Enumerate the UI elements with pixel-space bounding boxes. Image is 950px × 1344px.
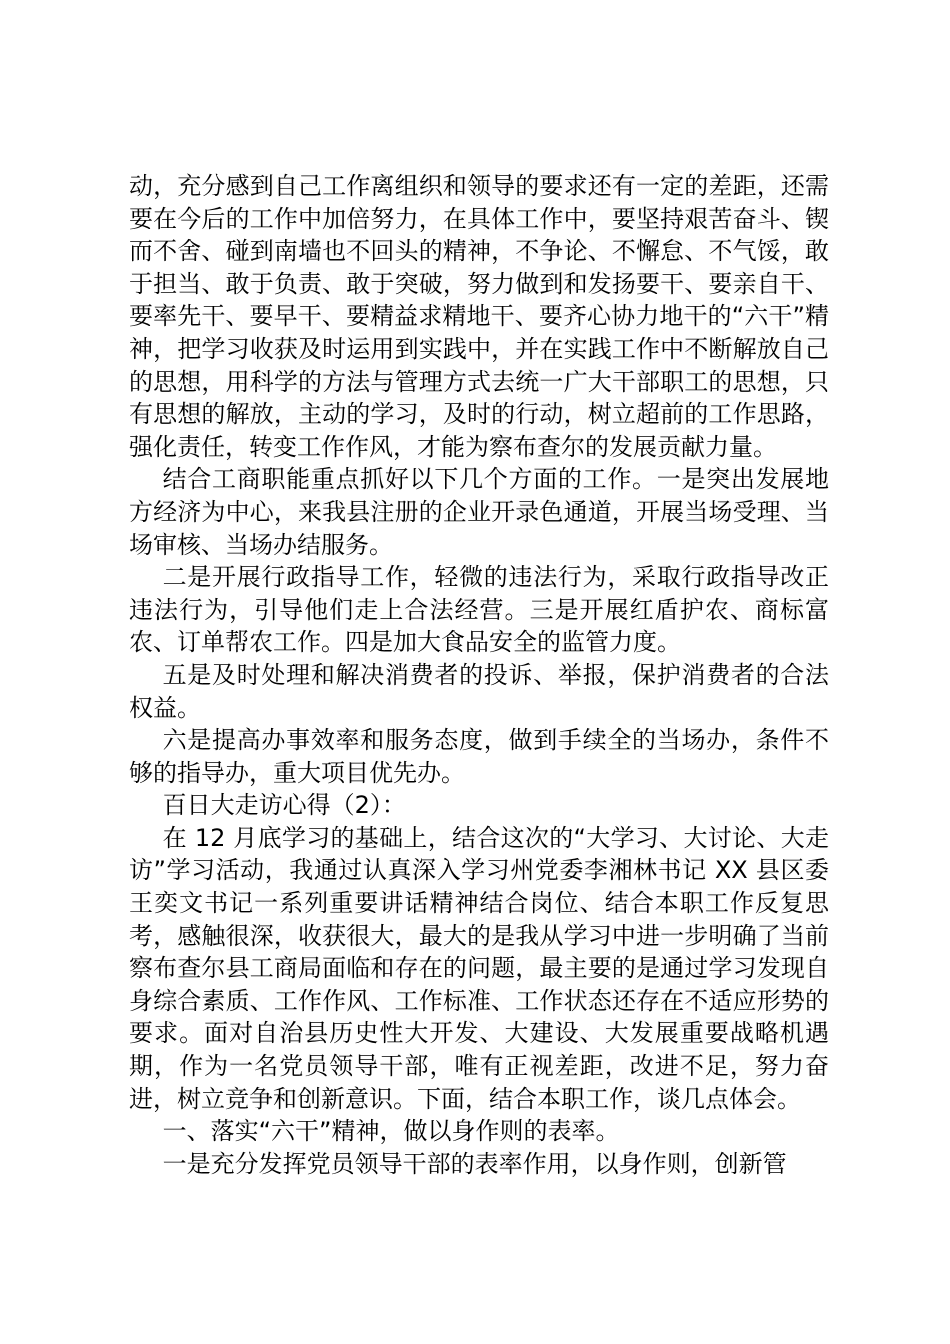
section-title-visit-notes: 百日大走访心得（2）： — [162, 791, 406, 820]
paragraph-2: 结合工商职能重点抓好以下几个方面的工作。一是突出发展地方经济为中心，来我县注册的企业开录色通道，开展当场受理、当场审核、当场办结服务。 — [129, 465, 829, 559]
paragraph-4: 五是及时处理和解决消费者的投诉、举报，保护消费者的合法权益。 — [129, 660, 829, 722]
paragraph-7: 在 12 月底学习的基础上，结合这次的“大学习、大讨论、大走访”学习活动，我通过认真深入学习州党委李湘林书记 XX 县区委王奕文书记一系列重要讲话精神结合岗位、结合本职工作反复思考，感触很深，收获很大，最大的是我从学习中进一步明确了当前察布查尔县工商局面临和存在的问题，最主要的是通过学习发现自身综合素质、工作作风、工作标准、工作状态还存在不适应形势的要求。面对自治县历史性大开发、大建设、大发展重要战略机遇期，作为一名党员领导干部，唯有正视差距，改进不足，努力奋进，树立竞争和创新意识。下面，结合本职工作，谈几点体会。 — [129, 823, 829, 1113]
section-heading-1: 一、落实“六干”精神，做以身作则的表率。 — [162, 1117, 620, 1146]
document-page — [129, 170, 829, 1180]
paragraph-1: 动，充分感到自己工作离组织和领导的要求还有一定的差距，还需要在今后的工作中加倍努力，在具体工作中，要坚持艰苦奋斗、锲而不舍、碰到南墙也不回头的精神，不争论、不懈怠、不气馁，敢于担当、敢于负责、敢于突破，努力做到和发扬要干、要亲自干、要率先干、要早干、要精益求精地干、要齐心协力地干的“六干”精神，把学习收获及时运用到实践中，并在实践工作中不断解放自己的思想，用科学的方法与管理方式去统一广大干部职工的思想，只有思想的解放，主动的学习，及时的行动，树立超前的工作思路，强化责任，转变工作作风，才能为察布查尔的发展贡献力量。 — [129, 172, 829, 461]
paragraph-5: 六是提高办事效率和服务态度，做到手续全的当场办，条件不够的指导办，重大项目优先办。 — [129, 726, 829, 787]
paragraph-3: 二是开展行政指导工作，轻微的违法行为，采取行政指导改正违法行为，引导他们走上合法经营。三是开展红盾护农、商标富农、订单帮农工作。四是加大食品安全的监管力度。 — [129, 563, 829, 657]
paragraph-9: 一是充分发挥党员领导干部的表率作用，以身作则，创新管 — [162, 1149, 787, 1178]
